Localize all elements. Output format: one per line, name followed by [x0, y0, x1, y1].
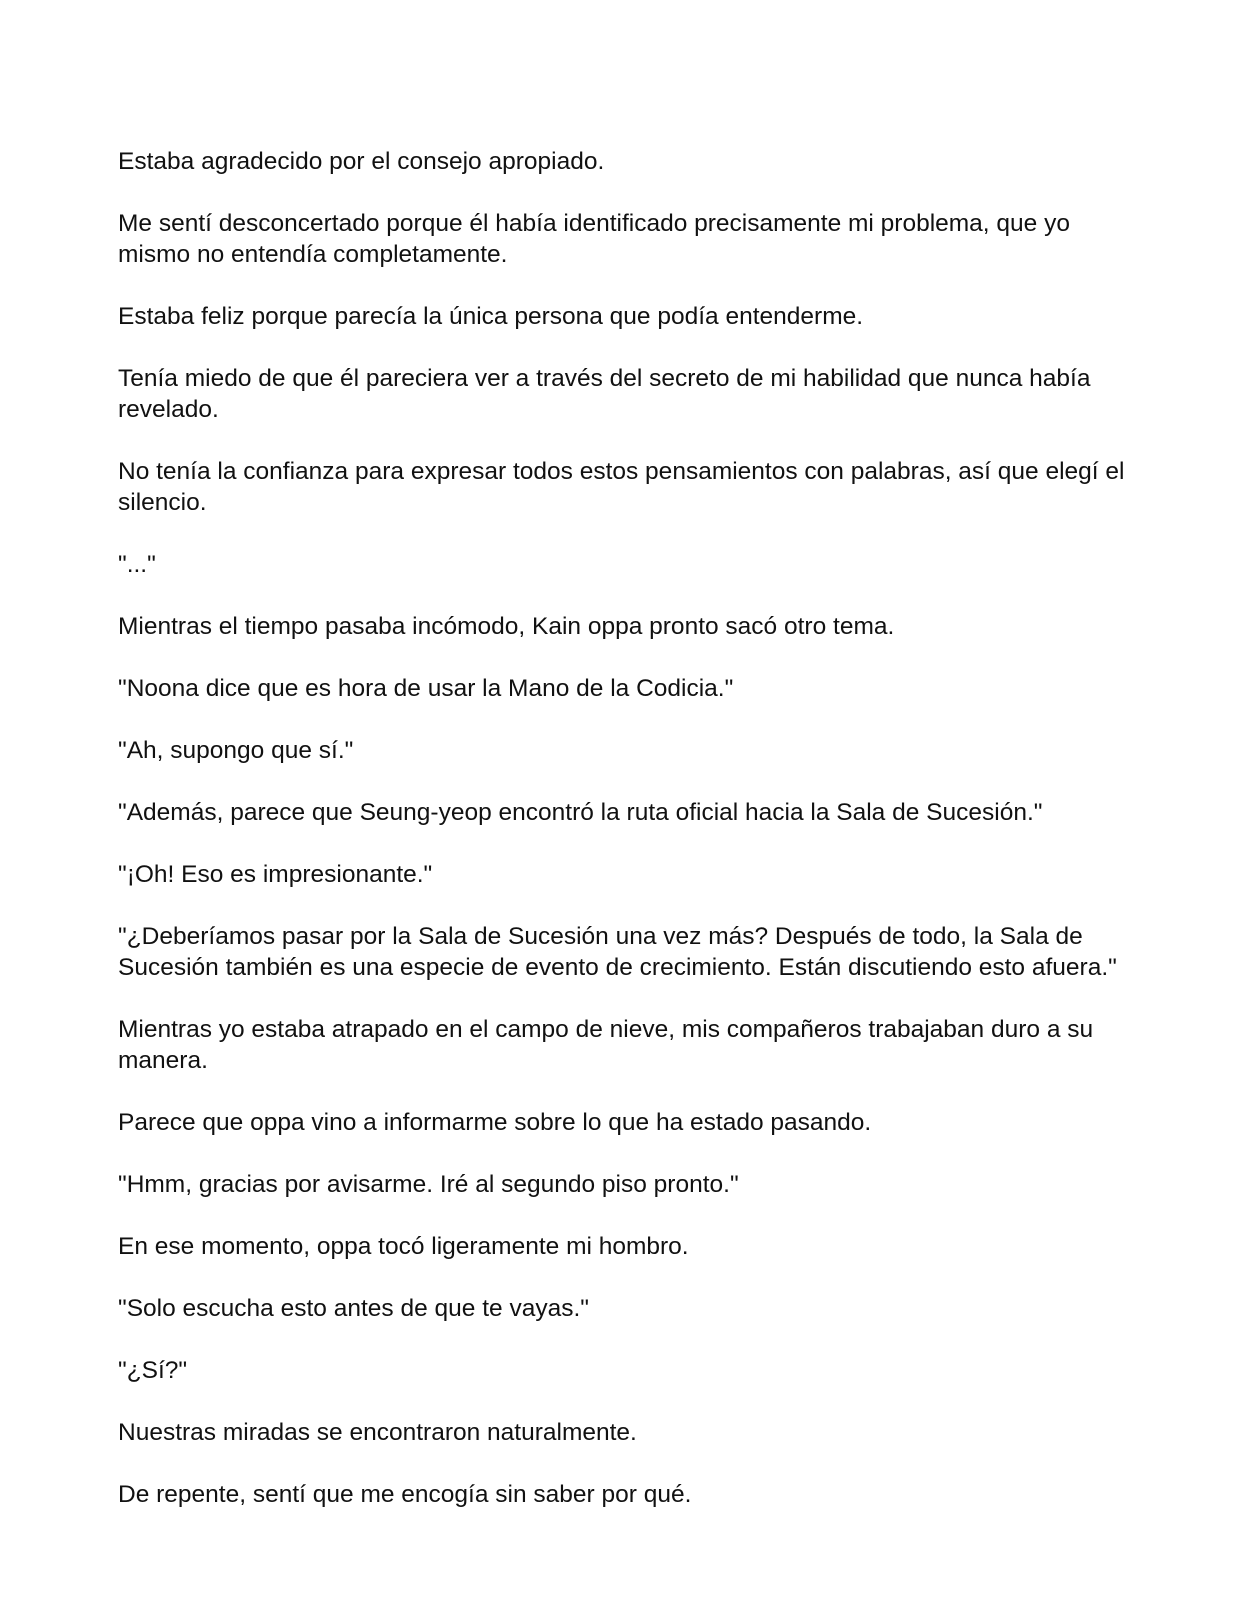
paragraph: "¡Oh! Eso es impresionante." [118, 861, 433, 888]
paragraph: Mientras yo estaba atrapado en el campo de nieve, mis compañeros trabajaban duro a su manera. [118, 1016, 1094, 1074]
paragraph: "Ah, supongo que sí." [118, 737, 354, 764]
paragraph: "¿Sí?" [118, 1357, 188, 1384]
document-body [118, 146, 1128, 1541]
paragraph: "..." [118, 551, 156, 578]
paragraph: Parece que oppa vino a informarme sobre lo que ha estado pasando. [118, 1109, 872, 1136]
paragraph: Nuestras miradas se encontraron naturalmente. [118, 1419, 637, 1446]
paragraph: "Noona dice que es hora de usar la Mano de la Codicia." [118, 675, 734, 702]
paragraph: Me sentí desconcertado porque él había identificado precisamente mi problema, que yo mismo no entendía completamente. [118, 210, 1070, 268]
paragraph: Tenía miedo de que él pareciera ver a través del secreto de mi habilidad que nunca había revelado. [118, 365, 1091, 423]
paragraph: No tenía la confianza para expresar todos estos pensamientos con palabras, así que elegí el silencio. [118, 458, 1125, 516]
paragraph: De repente, sentí que me encogía sin saber por qué. [118, 1481, 692, 1508]
paragraph: Mientras el tiempo pasaba incómodo, Kain oppa pronto sacó otro tema. [118, 613, 895, 640]
paragraph: "Solo escucha esto antes de que te vayas." [118, 1295, 589, 1322]
paragraph: "Además, parece que Seung-yeop encontró la ruta oficial hacia la Sala de Sucesión." [118, 799, 1043, 826]
paragraph: "Hmm, gracias por avisarme. Iré al segundo piso pronto." [118, 1171, 739, 1198]
paragraph: Estaba feliz porque parecía la única persona que podía entenderme. [118, 303, 864, 330]
paragraph: "¿Deberíamos pasar por la Sala de Sucesión una vez más? Después de todo, la Sala de Sucesión también es una especie de evento de crecimiento. Están discutiendo esto afuera." [118, 923, 1117, 981]
paragraph: Estaba agradecido por el consejo apropiado. [118, 148, 605, 175]
paragraph: En ese momento, oppa tocó ligeramente mi hombro. [118, 1233, 689, 1260]
